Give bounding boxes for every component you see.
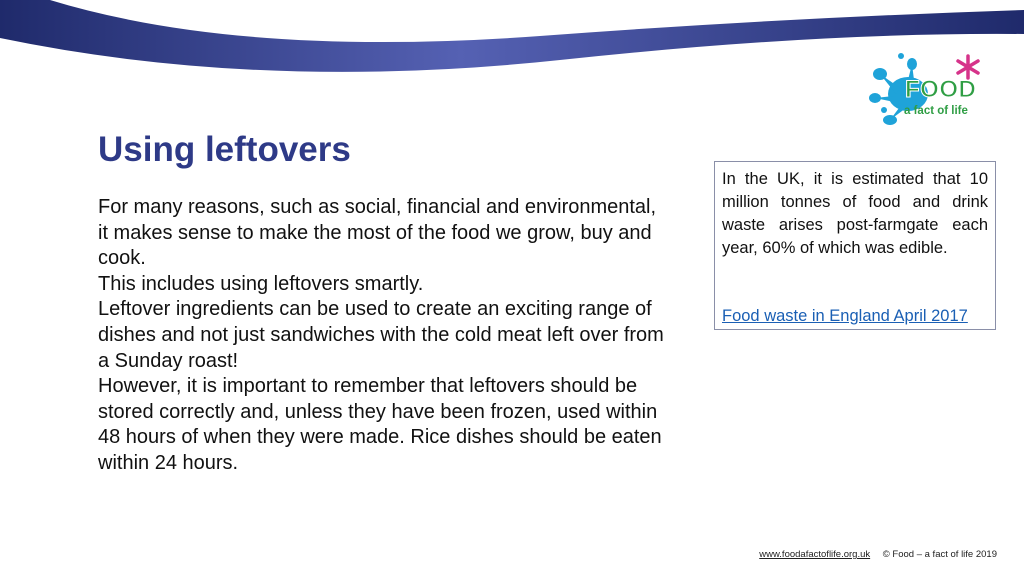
food-a-fact-of-life-logo	[868, 52, 993, 132]
logo-tagline: a fact of life	[904, 105, 968, 117]
asterisk-icon	[958, 56, 978, 78]
food-waste-report-link[interactable]: Food waste in England April 2017	[722, 307, 968, 325]
paragraph-4: However, it is important to remember that leftovers should be stored correctly and, unless they have been frozen, used within 48 hours of when they were made. Rice dishes should be eaten within 24 hours.	[98, 375, 662, 474]
logo-wordmark: FOOD	[905, 76, 977, 103]
paragraph-1: For many reasons, such as social, financial and environmental, it makes sense to make the most of the food we grow, buy and cook.	[98, 196, 657, 270]
page-title: Using leftovers	[98, 130, 351, 169]
paragraph-2: This includes using leftovers smartly.	[98, 272, 424, 295]
body-text	[98, 195, 668, 477]
info-box-text: In the UK, it is estimated that 10 million tonnes of food and drink waste arises post-farmgate each year, 60% of which was edible.	[722, 170, 988, 257]
paragraph-3: Leftover ingredients can be used to create an exciting range of dishes and not just sandwiches with the cold meat left over from a Sunday roast!	[98, 298, 664, 372]
footer	[759, 549, 997, 560]
footer-copyright: © Food – a fact of life 2019	[882, 549, 997, 560]
footer-website-link[interactable]: www.foodafactoflife.org.uk	[759, 549, 871, 560]
